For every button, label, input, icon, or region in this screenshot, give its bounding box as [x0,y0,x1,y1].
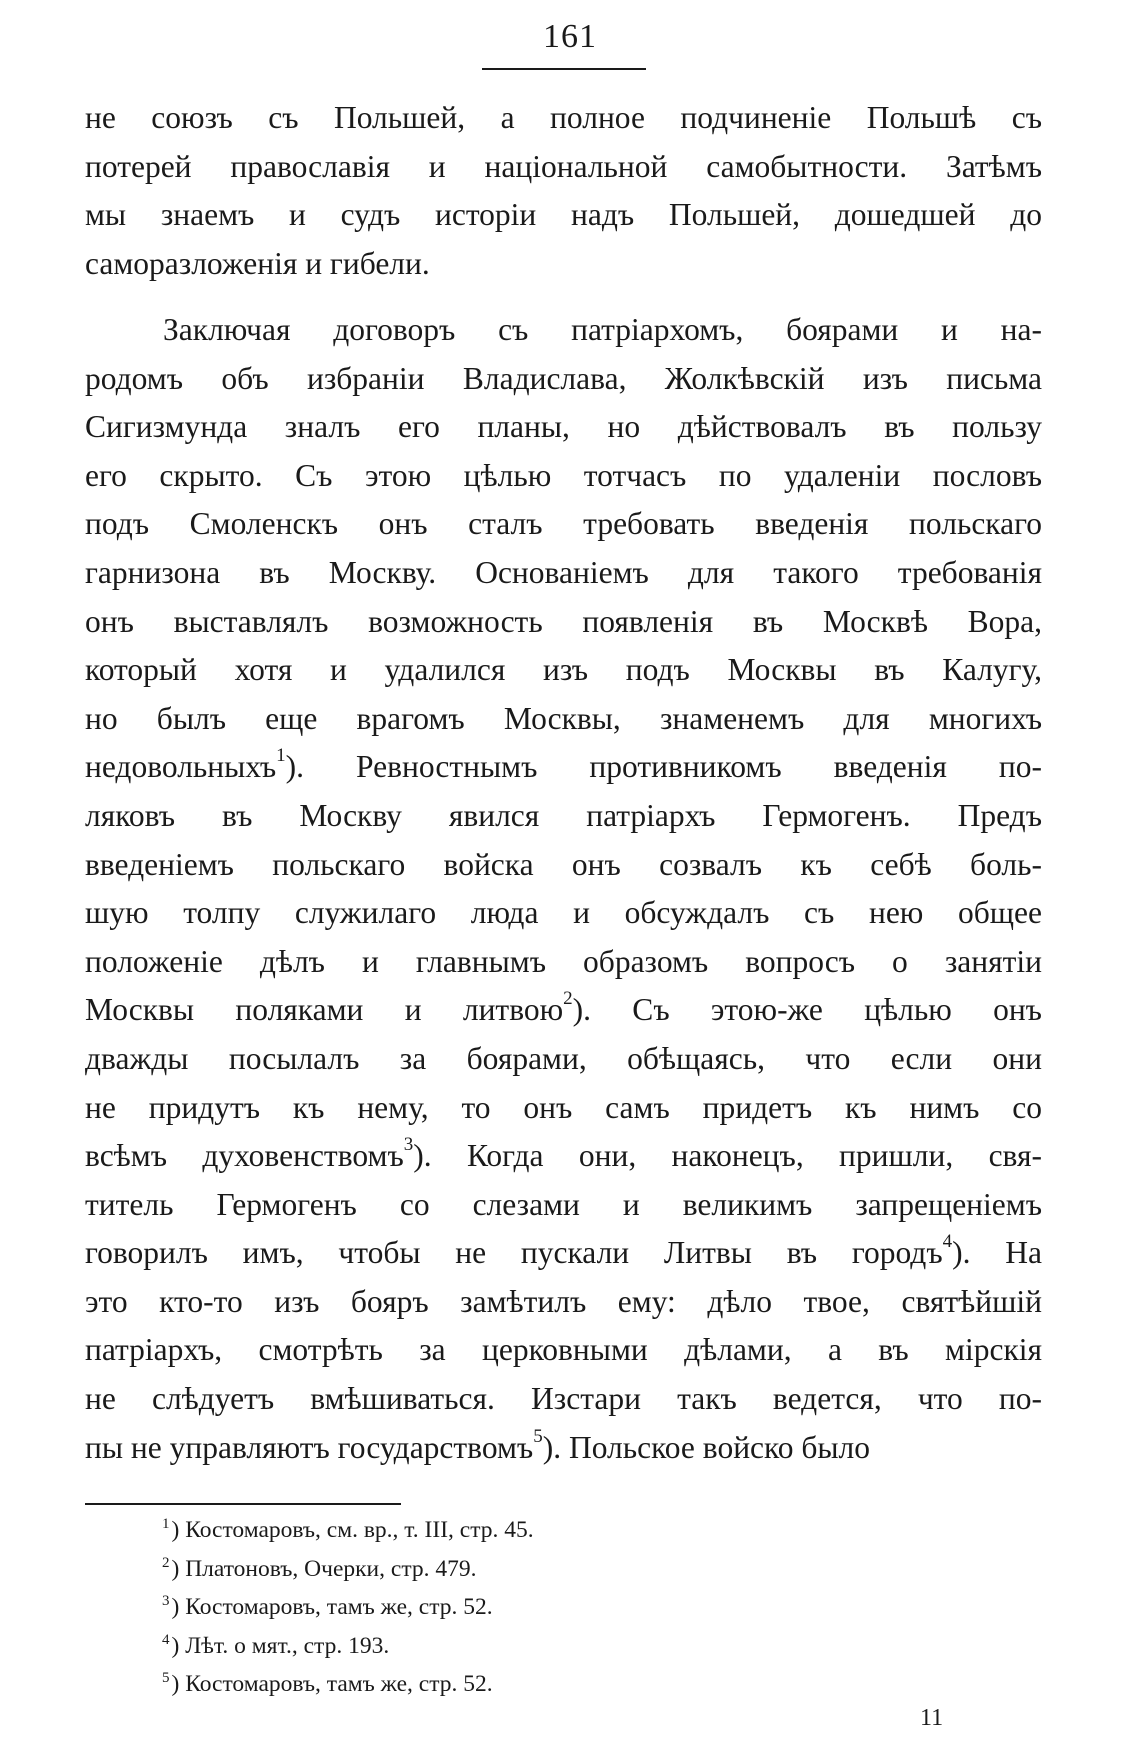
text-line: онъ выставлялъ возможность появленія въ Москвѣ Вора, [85,603,1042,639]
text-line: потерей православія и національной самобытности. Затѣмъ [85,148,1042,184]
text-line [85,1229,1042,1278]
footnote-reference: 2 [563,988,573,1010]
text-line: родомъ объ избраніи Владислава, Жолкѣвскій изъ письма [85,360,1042,396]
text-line: положеніе дѣлъ и главнымъ образомъ вопросъ о занятіи [85,943,1042,979]
page-number-rule [482,68,646,70]
footnote-mark: 1 [162,1516,170,1532]
footnote [162,1550,534,1589]
footnote [162,1511,534,1550]
text-fragment: ). На [952,1235,1042,1271]
signature-mark: 11 [920,1705,944,1731]
footnote-text: ) Костомаровъ, тамъ же, стр. 52. [171,1594,493,1620]
text-fragment: Москвы поляками и литвою [85,992,564,1028]
text-line: Сигизмунда зналъ его планы, но дѣйствовалъ въ пользу [85,409,1042,445]
text-line: его скрыто. Съ этою цѣлью тотчасъ по удаленіи пословъ [85,457,1042,493]
footnotes [162,1511,534,1704]
text-line [85,1424,1042,1473]
text-line [85,986,1042,1035]
text-fragment: ). Ревностнымъ противникомъ введенія по- [285,749,1042,785]
footnote-reference: 5 [533,1425,543,1447]
text-line: титель Гермогенъ со слезами и великимъ запрещеніемъ [85,1186,1042,1222]
text-line: шую толпу служилаго люда и обсуждалъ съ нею общее [85,895,1042,931]
footnote-mark: 4 [162,1631,170,1648]
text-fragment: говорилъ имъ, чтобы не пускали Литвы въ городъ [85,1235,943,1271]
footnote-reference: 4 [942,1231,953,1253]
text-line: не придутъ къ нему, то онъ самъ придетъ къ нимъ со [85,1089,1042,1125]
text-fragment: ). Съ этою-же цѣлью онъ [572,992,1042,1028]
footnote [162,1665,534,1704]
footnote-mark: 5 [162,1670,170,1686]
text-line: не союзъ съ Польшей, а полное подчиненіе Польшѣ съ [85,100,1042,135]
text-line: который хотя и удалился изъ подъ Москвы въ Калугу, [85,652,1042,688]
footnote-reference: 1 [276,745,286,767]
text-line: введеніемъ польскаго войска онъ созвалъ къ себѣ боль- [85,846,1042,882]
text-line: но былъ еще врагомъ Москвы, знаменемъ для многихъ [85,700,1042,736]
footnote [162,1627,534,1666]
text-line [85,1132,1042,1181]
footnote-mark: 2 [162,1554,170,1571]
text-fragment: недовольныхъ [85,749,277,785]
footnote-text: ) Лѣт. о мят., стр. 193. [171,1632,390,1659]
text-line: не слѣдуетъ вмѣшиваться. Изстари такъ ведется, что по- [85,1381,1042,1417]
text-fragment: ). Польское войско было [542,1429,871,1465]
footnote-text: ) Костомаровъ, см. вр., т. III, стр. 45. [171,1517,534,1543]
text-fragment: ). Когда они, наконецъ, пришли, свя- [413,1138,1042,1174]
text-line: Заключая договоръ съ патріархомъ, боярами и на- [163,312,1042,347]
page-number: 161 [543,18,597,55]
text-line [85,743,1042,792]
text-line: саморазложенія и гибели. [85,245,430,281]
footnote-mark: 3 [162,1593,170,1609]
text-fragment: пы не управляютъ государствомъ [85,1429,534,1465]
footnote-separator [85,1503,401,1505]
text-line: подъ Смоленскъ онъ сталъ требовать введенія польскаго [85,506,1042,542]
footnote-text: ) Костомаровъ, тамъ же, стр. 52. [171,1671,493,1697]
footnote [162,1588,534,1627]
footnote-text: ) Платоновъ, Очерки, стр. 479. [171,1555,477,1582]
paragraph-1 [85,94,1042,288]
text-line: это кто-то изъ бояръ замѣтилъ ему: дѣло твое, святѣйшій [85,1283,1042,1319]
text-fragment: всѣмъ духовенствомъ [85,1138,404,1174]
text-line: патріархъ, смотрѣть за церковными дѣлами, а въ мірскія [85,1332,1042,1368]
text-line: ляковъ въ Москву явился патріархъ Гермогенъ. Предъ [85,797,1042,833]
text-line: дважды посылалъ за боярами, обѣщаясь, что если они [85,1040,1042,1076]
footnote-reference: 3 [403,1133,414,1155]
text-line: гарнизона въ Москву. Основаніемъ для такого требованія [85,554,1042,590]
text-line: мы знаемъ и судъ исторіи надъ Польшей, дошедшей до [85,197,1042,233]
paragraph-2 [85,306,1042,1472]
